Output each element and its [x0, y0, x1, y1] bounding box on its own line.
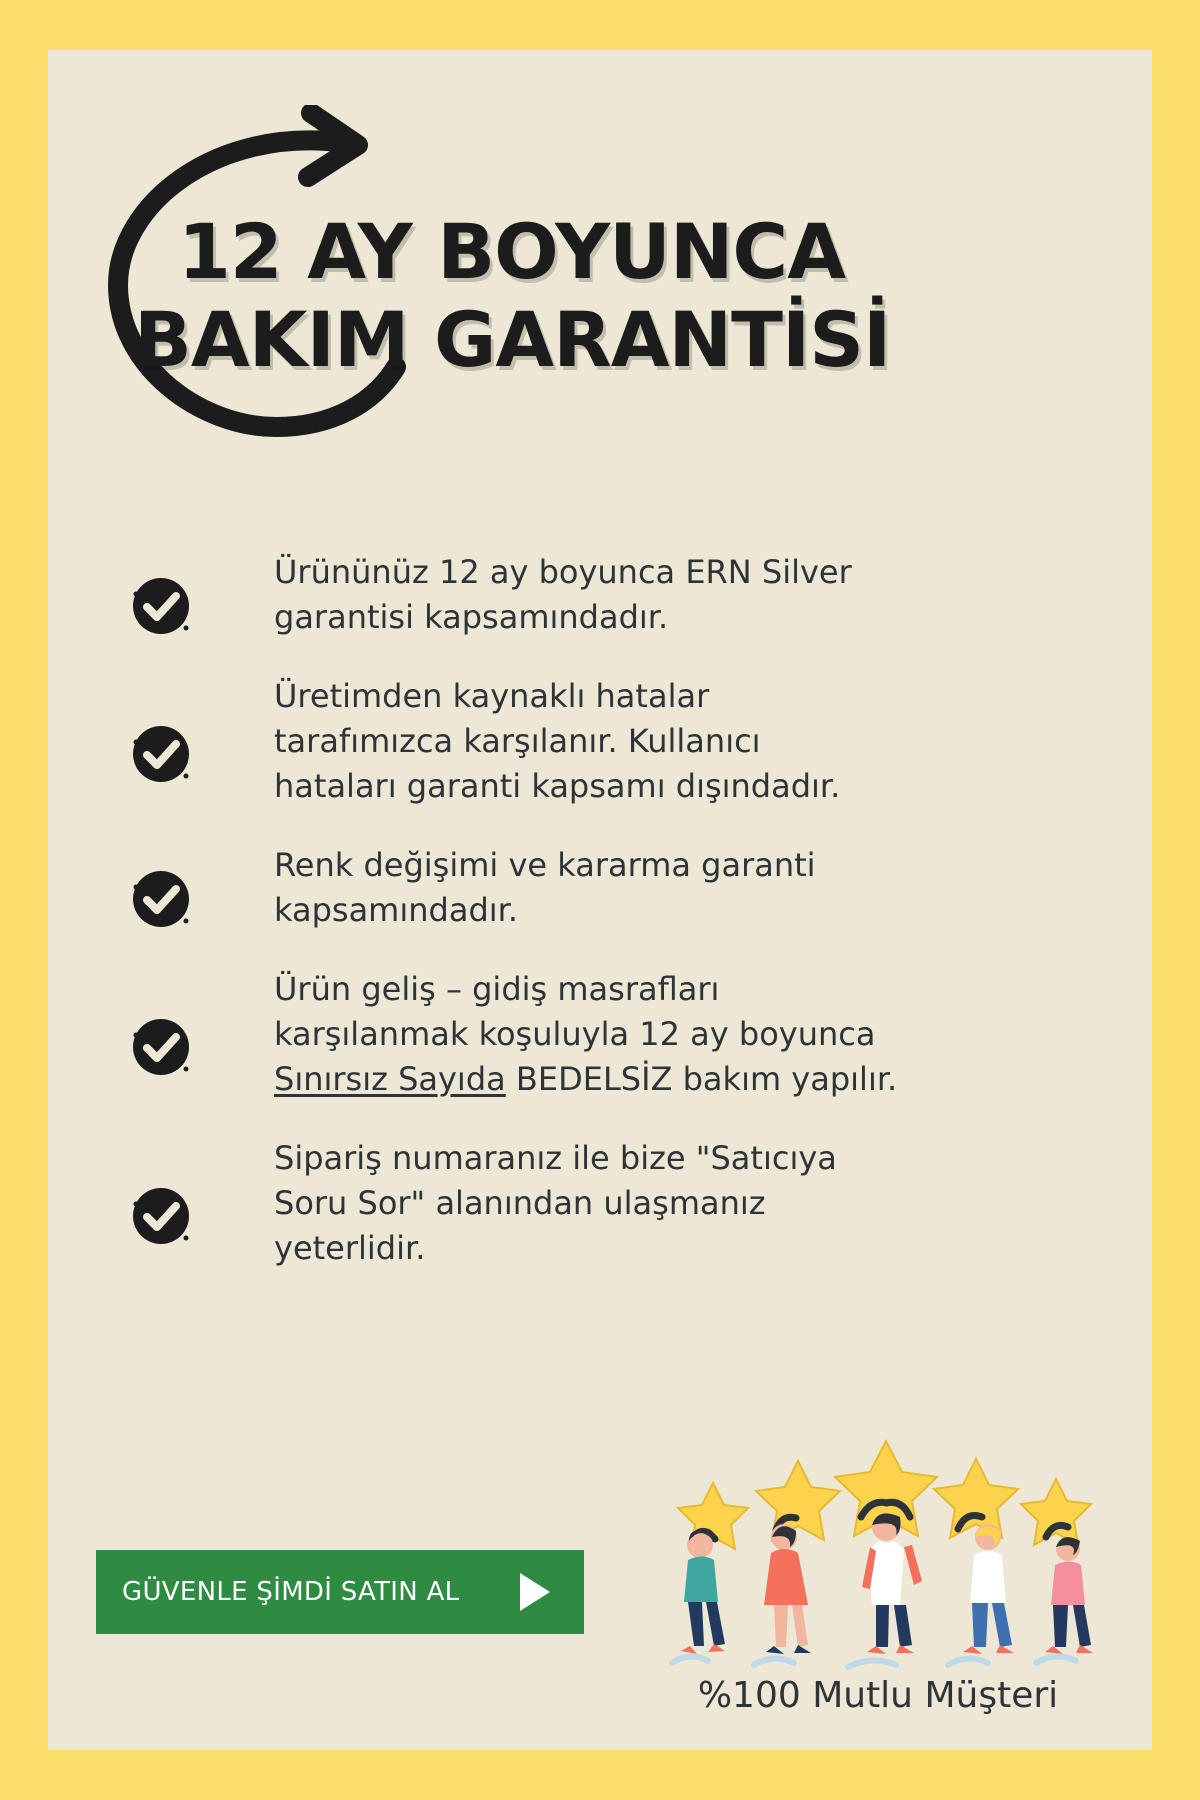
list-item-line: Renk değişimi ve kararma garanti — [274, 846, 816, 884]
poster-panel — [48, 50, 1152, 1750]
list-item-line: Ürününüz 12 ay boyunca ERN Silver — [274, 553, 852, 591]
list-item-line: kapsamındadır. — [274, 891, 519, 929]
list-item-line: hataları garanti kapsamı dışındadır. — [274, 767, 841, 805]
list-item-text — [274, 967, 897, 1102]
list-item-text — [274, 674, 840, 809]
check-circle-icon — [128, 720, 194, 786]
poster-header — [48, 50, 1152, 480]
benefits-list — [48, 550, 1152, 1305]
list-item-text — [274, 550, 852, 640]
list-item-line: yeterlidir. — [274, 1229, 426, 1267]
title-line-2: BAKIM GARANTİSİ — [134, 295, 891, 384]
page-title — [134, 207, 1138, 384]
emphasis-text: Sınırsız Sayıda — [274, 1060, 506, 1098]
list-item — [48, 674, 1152, 809]
list-item — [48, 550, 1152, 640]
list-item-line: Ürün geliş – gidiş masrafları — [274, 970, 720, 1008]
list-item-line: tarafımızca karşılanır. Kullanıcı — [274, 722, 761, 760]
list-item — [48, 1136, 1152, 1271]
list-item-line — [274, 1057, 897, 1102]
people-holding-stars-illustration — [658, 1425, 1098, 1680]
check-circle-icon — [128, 572, 194, 638]
list-item-line: Üretimden kaynaklı hatalar — [274, 677, 710, 715]
list-item — [48, 967, 1152, 1102]
list-item-line: karşılanmak koşuluyla 12 ay boyunca — [274, 1015, 876, 1053]
buy-now-button[interactable] — [96, 1550, 584, 1634]
happy-customers-caption: %100 Mutlu Müşteri — [697, 1675, 1059, 1716]
title-line-1: 12 AY BOYUNCA — [178, 207, 846, 296]
check-circle-icon — [128, 1013, 194, 1079]
list-item-text — [274, 843, 816, 933]
buy-now-button-label: GÜVENLE ŞİMDİ SATIN AL — [122, 1577, 460, 1607]
check-circle-icon — [128, 865, 194, 931]
list-item-line: garantisi kapsamındadır. — [274, 598, 669, 636]
list-item-line: Sipariş numaranız ile bize "Satıcıya — [274, 1139, 837, 1177]
list-item-line: Soru Sor" alanından ulaşmanız — [274, 1184, 766, 1222]
play-triangle-icon — [520, 1573, 550, 1611]
check-circle-icon — [128, 1182, 194, 1248]
list-item-text — [274, 1136, 837, 1271]
list-item — [48, 843, 1152, 933]
list-item-line-rest: BEDELSİZ bakım yapılır. — [505, 1060, 898, 1098]
